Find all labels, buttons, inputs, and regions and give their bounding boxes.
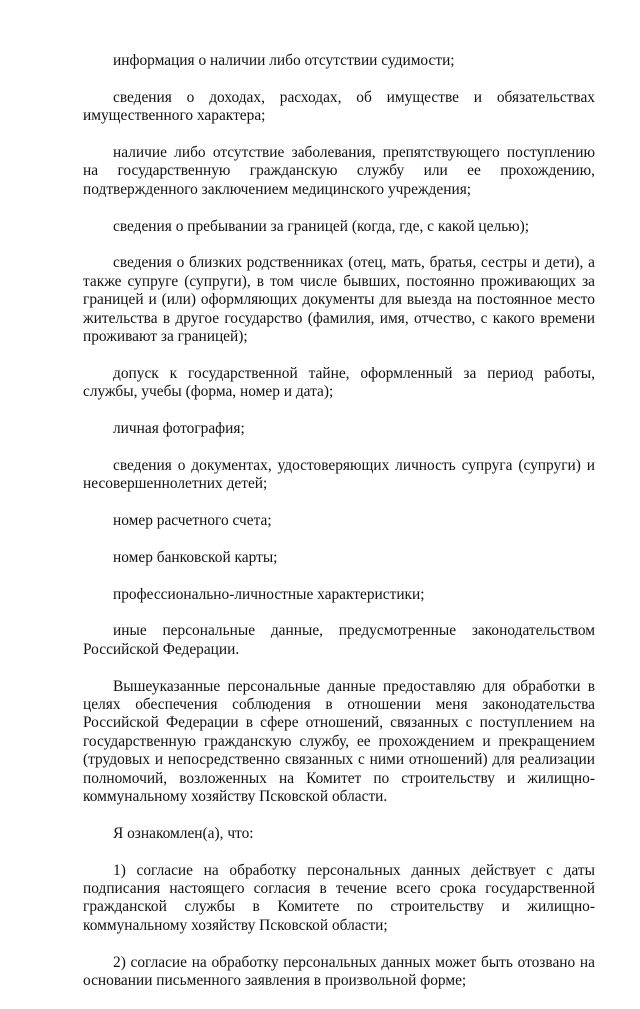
paragraph-photo: личная фотография;	[113, 420, 245, 438]
paragraph-consent-revocation: 2) согласие на обработку персональных данных может быть отозвано на основании письменного заявления в произвольной форме;	[83, 953, 595, 990]
paragraph-medical-condition: наличие либо отсутствие заболевания, препятствующего поступлению на государственную гражданскую службу или ее прохождению, подтвержденного заключением медицинского учреждения;	[83, 144, 595, 198]
paragraph-bank-card: номер банковской карты;	[113, 548, 278, 566]
paragraph-close-relatives: сведения о близких родственниках (отец, мать, братья, сестры и дети), а также супруге (супруги), в том числе бывших, постоянно проживающих за границей и (или) оформляющих документы для выезда на постоянное место жительства в другое государство (фамилия, имя, отчество, с какого времени проживают за границей);	[83, 254, 595, 346]
paragraph-characteristics: профессионально-личностные характеристики;	[113, 585, 425, 603]
paragraph-income-property: сведения о доходах, расходах, об имуществе и обязательствах имущественного характера;	[83, 88, 595, 125]
document-page	[83, 52, 595, 1009]
paragraph-identity-documents: сведения о документах, удостоверяющих личность супруга (супруги) и несовершеннолетних детей;	[83, 456, 595, 493]
paragraph-account-number: номер расчетного счета;	[113, 512, 272, 530]
paragraph-state-secret-access: допуск к государственной тайне, оформленный за период работы, службы, учебы (форма, номер и дата);	[83, 364, 595, 401]
paragraph-processing-purpose: Вышеуказанные персональные данные предоставляю для обработки в целях обеспечения соблюдения в отношении меня законодательства Российской Федерации в сфере отношений, связанных с поступлением на государственную гражданскую службу, ее прохождением и прекращением (трудовых и непосредственно связанных с ними отношений) для реализации полномочий, возложенных на Комитет по строительству и жилищно-коммунальному хозяйству Псковской области.	[83, 677, 595, 806]
paragraph-criminal-record: информация о наличии либо отсутствии судимости;	[113, 52, 455, 69]
paragraph-other-data: иные персональные данные, предусмотренные законодательством Российской Федерации.	[83, 622, 595, 658]
paragraph-acknowledgement: Я ознакомлен(а), что:	[113, 824, 254, 842]
paragraph-consent-validity: 1) согласие на обработку персональных данных действует с даты подписания настоящего согласия в течение всего срока государственной гражданской службы в Комитете по строительству и жилищно-коммунальному хозяйству Псковской области;	[83, 861, 595, 934]
paragraph-stays-abroad: сведения о пребывании за границей (когда, где, с какой целью);	[113, 217, 530, 235]
